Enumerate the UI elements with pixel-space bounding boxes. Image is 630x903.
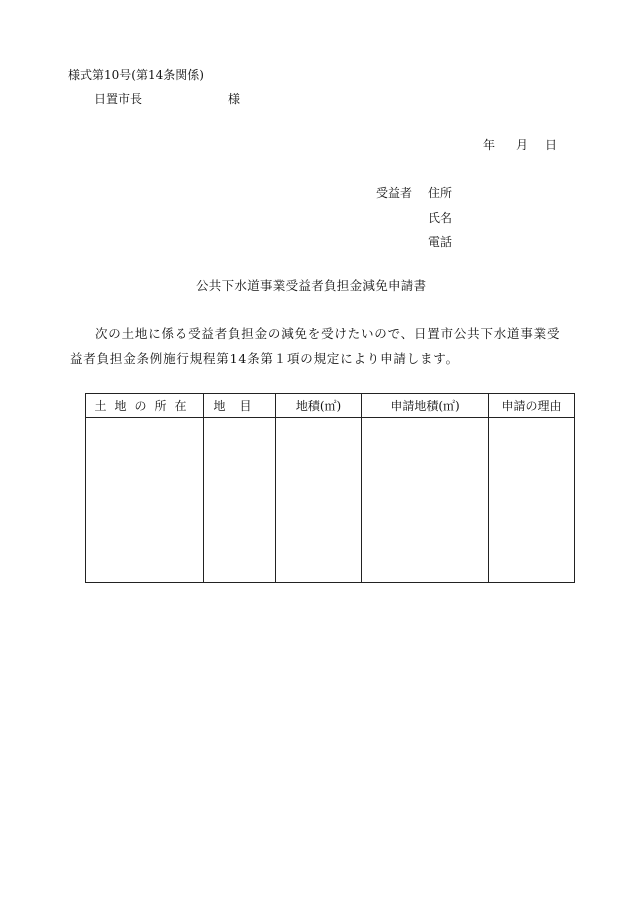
col-applied-area: 申請地積(㎡) [362, 394, 489, 418]
phone-label: 電話 [428, 235, 453, 249]
col-area: 地積(㎡) [276, 394, 362, 418]
date-line [483, 139, 557, 151]
addressee: 日置市長 [94, 92, 143, 106]
cell-applied-area[interactable] [362, 418, 489, 583]
document-title: 公共下水道事業受益者負担金減免申請書 [196, 278, 427, 293]
cell-area[interactable] [276, 418, 362, 583]
table-row [86, 418, 575, 583]
applicant-role: 受益者 [376, 186, 413, 200]
col-reason: 申請の理由 [489, 394, 575, 418]
date-year: 年 [483, 138, 496, 152]
body-text-line-1: 次の土地に係る受益者負担金の減免を受けたいので、日置市公共下水道事業受 [95, 326, 561, 341]
body-text-line-2: 益者負担金条例施行規程第14条第１項の規定により申請します。 [70, 351, 459, 366]
cell-land-category[interactable] [204, 418, 276, 583]
honorific: 様 [228, 92, 241, 106]
address-label: 住所 [428, 186, 453, 200]
date-day: 日 [544, 138, 557, 152]
name-label: 氏名 [428, 211, 453, 225]
land-table [85, 393, 575, 583]
col-location: 土地の所在 [86, 394, 204, 418]
col-land-category: 地目 [204, 394, 276, 418]
cell-location[interactable] [86, 418, 204, 583]
form-number: 様式第10号(第14条関係) [68, 68, 204, 82]
table-header-row [86, 394, 575, 418]
date-month: 月 [515, 138, 528, 152]
cell-reason[interactable] [489, 418, 575, 583]
